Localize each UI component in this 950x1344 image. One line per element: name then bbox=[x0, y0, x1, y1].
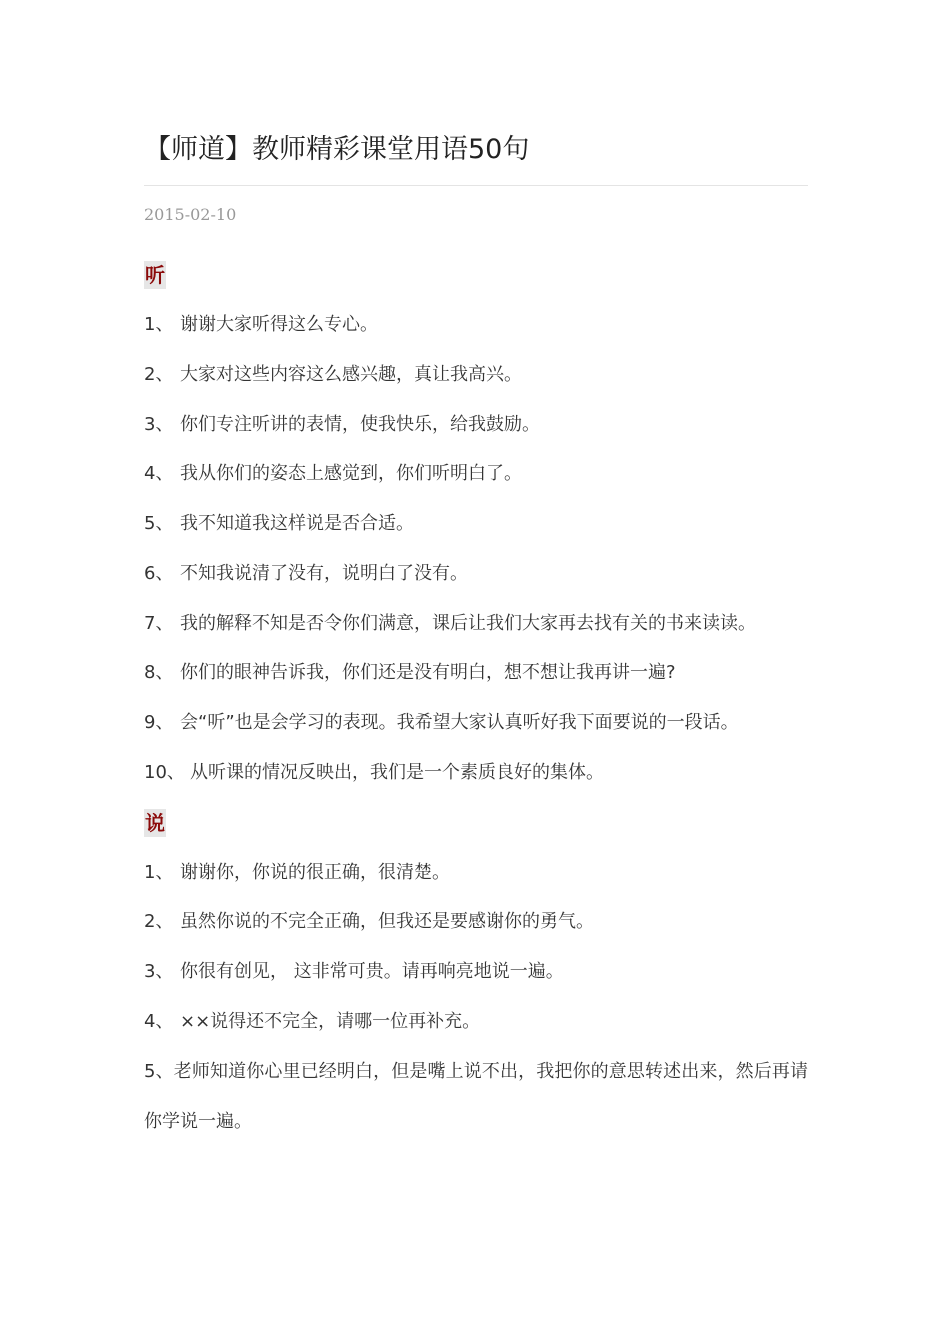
list-item bbox=[144, 312, 808, 338]
article-title: 【师道】教师精彩课堂用语50句 bbox=[144, 134, 530, 165]
item-number: 3、 bbox=[144, 961, 174, 982]
item-number: 7、 bbox=[144, 613, 174, 634]
list-item bbox=[144, 710, 808, 736]
item-text: 老师知道你心里已经明白，但是嘴上说不出，我把你的意思转述出来，然后再请你学说一遍。 bbox=[144, 1061, 809, 1132]
item-number: 10、 bbox=[144, 762, 185, 783]
item-text: 不知我说清了没有，说明白了没有。 bbox=[180, 563, 468, 584]
item-number: 8、 bbox=[144, 662, 174, 683]
item-number: 6、 bbox=[144, 563, 174, 584]
list-item bbox=[144, 362, 808, 388]
item-text: 我不知道我这样说是否合适。 bbox=[180, 513, 414, 534]
item-text: 谢谢大家听得这么专心。 bbox=[180, 314, 378, 335]
list-item bbox=[144, 1047, 808, 1147]
item-number: 9、 bbox=[144, 712, 174, 733]
list-item bbox=[144, 1009, 808, 1035]
item-number: 5、 bbox=[144, 1061, 174, 1082]
section-heading-listen: 听 bbox=[145, 263, 165, 287]
section-heading-speak: 说 bbox=[145, 811, 165, 835]
list-item bbox=[144, 660, 808, 686]
list-item bbox=[144, 461, 808, 487]
list-item bbox=[144, 561, 808, 587]
item-text: 你们专注听讲的表情，使我快乐，给我鼓励。 bbox=[180, 414, 540, 435]
item-text: 从听课的情况反映出，我们是一个素质良好的集体。 bbox=[190, 762, 604, 783]
item-text: ××说得还不完全，请哪一位再补充。 bbox=[180, 1011, 481, 1032]
list-item bbox=[144, 412, 808, 438]
title-divider bbox=[144, 185, 808, 186]
item-number: 4、 bbox=[144, 1011, 174, 1032]
list-item bbox=[144, 611, 808, 637]
item-number: 4、 bbox=[144, 463, 174, 484]
item-text: 虽然你说的不完全正确，但我还是要感谢你的勇气。 bbox=[180, 911, 594, 932]
item-number: 2、 bbox=[144, 911, 174, 932]
list-item bbox=[144, 860, 808, 886]
item-text: 我从你们的姿态上感觉到，你们听明白了。 bbox=[180, 463, 522, 484]
publish-date: 2015-02-10 bbox=[144, 205, 237, 224]
item-text: 会“听”也是会学习的表现。我希望大家认真听好我下面要说的一段话。 bbox=[180, 712, 739, 733]
list-item bbox=[144, 959, 808, 985]
item-text: 大家对这些内容这么感兴趣，真让我高兴。 bbox=[180, 364, 522, 385]
item-text: 我的解释不知是否令你们满意，课后让我们大家再去找有关的书来读读。 bbox=[180, 613, 756, 634]
item-number: 5、 bbox=[144, 513, 174, 534]
list-item bbox=[144, 760, 808, 786]
item-number: 1、 bbox=[144, 862, 174, 883]
item-number: 3、 bbox=[144, 414, 174, 435]
item-text: 谢谢你，你说的很正确，很清楚。 bbox=[180, 862, 450, 883]
item-text: 你很有创见， 这非常可贵。请再响亮地说一遍。 bbox=[180, 961, 564, 982]
item-text: 你们的眼神告诉我，你们还是没有明白，想不想让我再讲一遍? bbox=[180, 662, 676, 683]
list-item bbox=[144, 511, 808, 537]
item-number: 2、 bbox=[144, 364, 174, 385]
item-number: 1、 bbox=[144, 314, 174, 335]
list-item bbox=[144, 909, 808, 935]
